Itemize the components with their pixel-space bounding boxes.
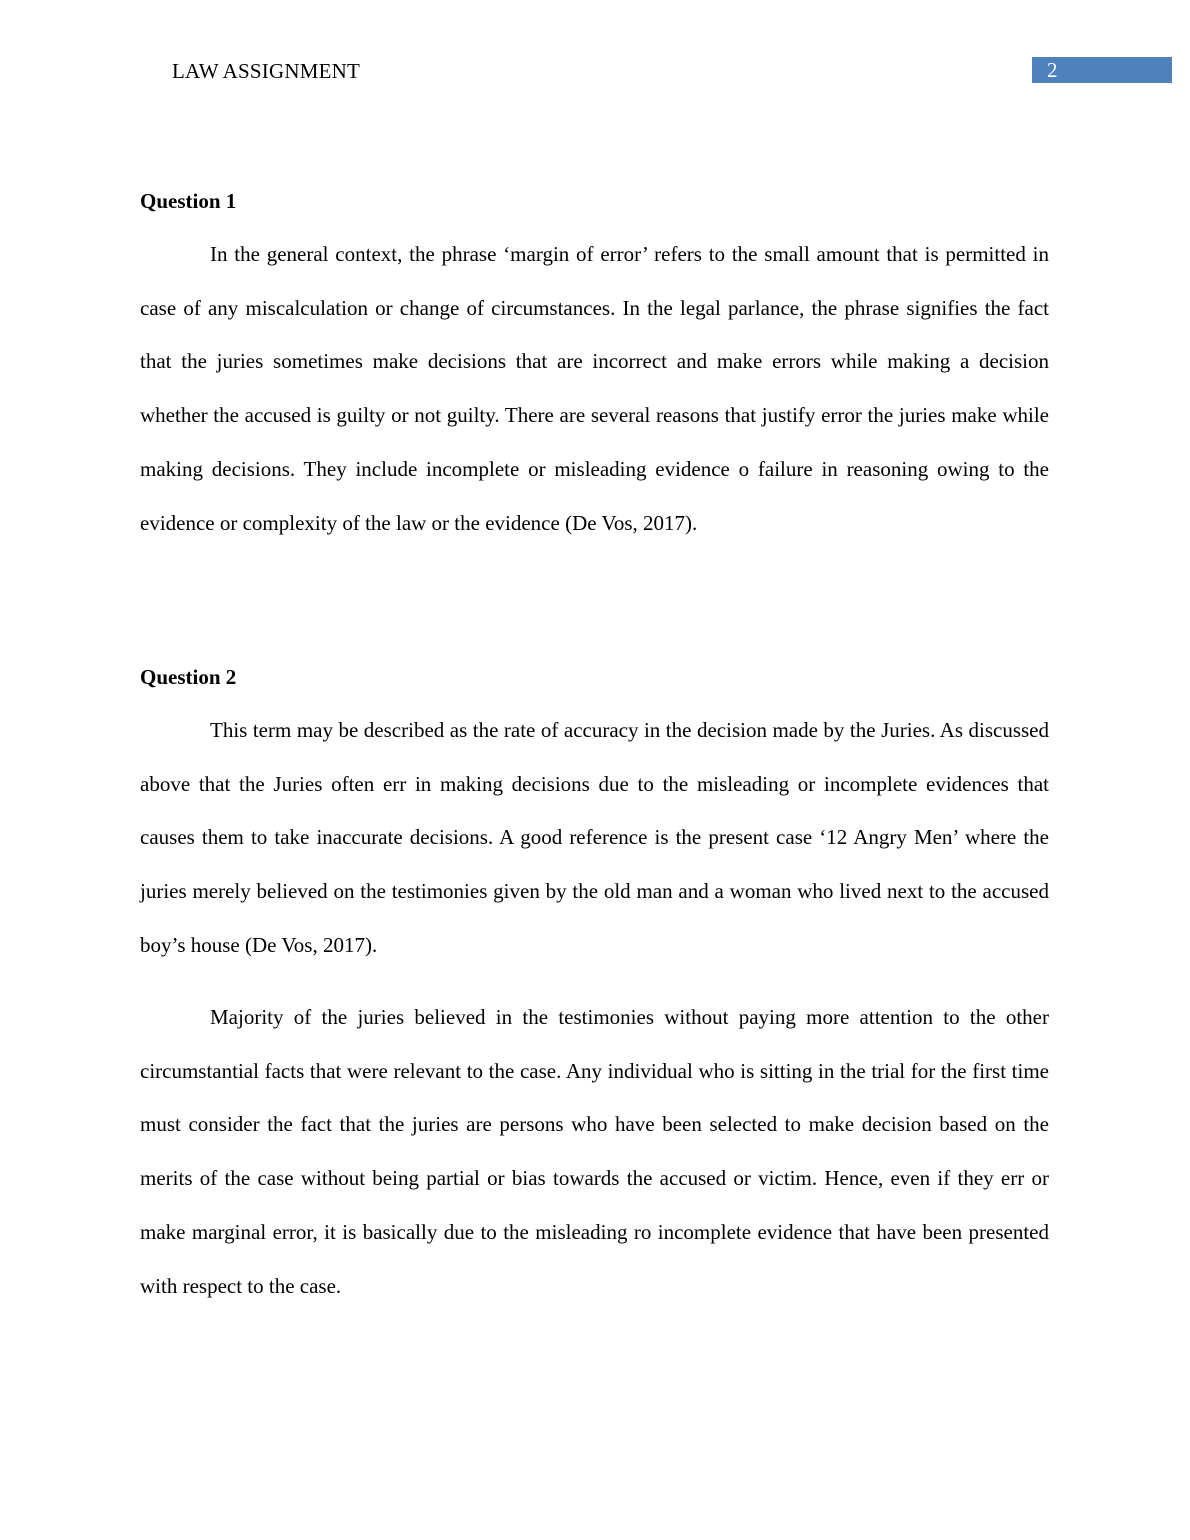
paragraph-question-1: In the general context, the phrase ‘margin of error’ refers to the small amount that is permitted in case of any miscalculation or change of circumstances. In the legal parlance, the phrase signifies the fact that the juries sometimes make decisions that are incorrect and make errors while making a decision whether the accused is guilty or not guilty. There are several reasons that justify error the juries make while making decisions. They include incomplete or misleading evidence o failure in reasoning owing to the evidence or complexity of the law or the evidence (De Vos, 2017). bbox=[140, 242, 1049, 535]
page-number-box bbox=[1032, 57, 1172, 83]
page-number: 2 bbox=[1047, 58, 1058, 82]
paragraph-question-2-2: Majority of the juries believed in the testimonies without paying more attention to the other circumstantial facts that were relevant to the case. Any individual who is sitting in the trial for the first time must consider the fact that the juries are persons who have been selected to make decision based on the merits of the case without being partial or bias towards the accused or victim. Hence, even if they err or make marginal error, it is basically due to the misleading ro incomplete evidence that have been presented with respect to the case. bbox=[140, 1005, 1049, 1298]
section-heading-question-1: Question 1 bbox=[140, 189, 237, 213]
running-head: LAW ASSIGNMENT bbox=[172, 59, 360, 83]
section-heading-question-2: Question 2 bbox=[140, 665, 237, 689]
paragraph-question-2-1: This term may be described as the rate of accuracy in the decision made by the Juries. As discussed above that the Juries often err in making decisions due to the misleading or incomplete evidences that causes them to take inaccurate decisions. A good reference is the present case ‘12 Angry Men’ where the juries merely believed on the testimonies given by the old man and a woman who lived next to the accused boy’s house (De Vos, 2017). bbox=[140, 718, 1049, 957]
